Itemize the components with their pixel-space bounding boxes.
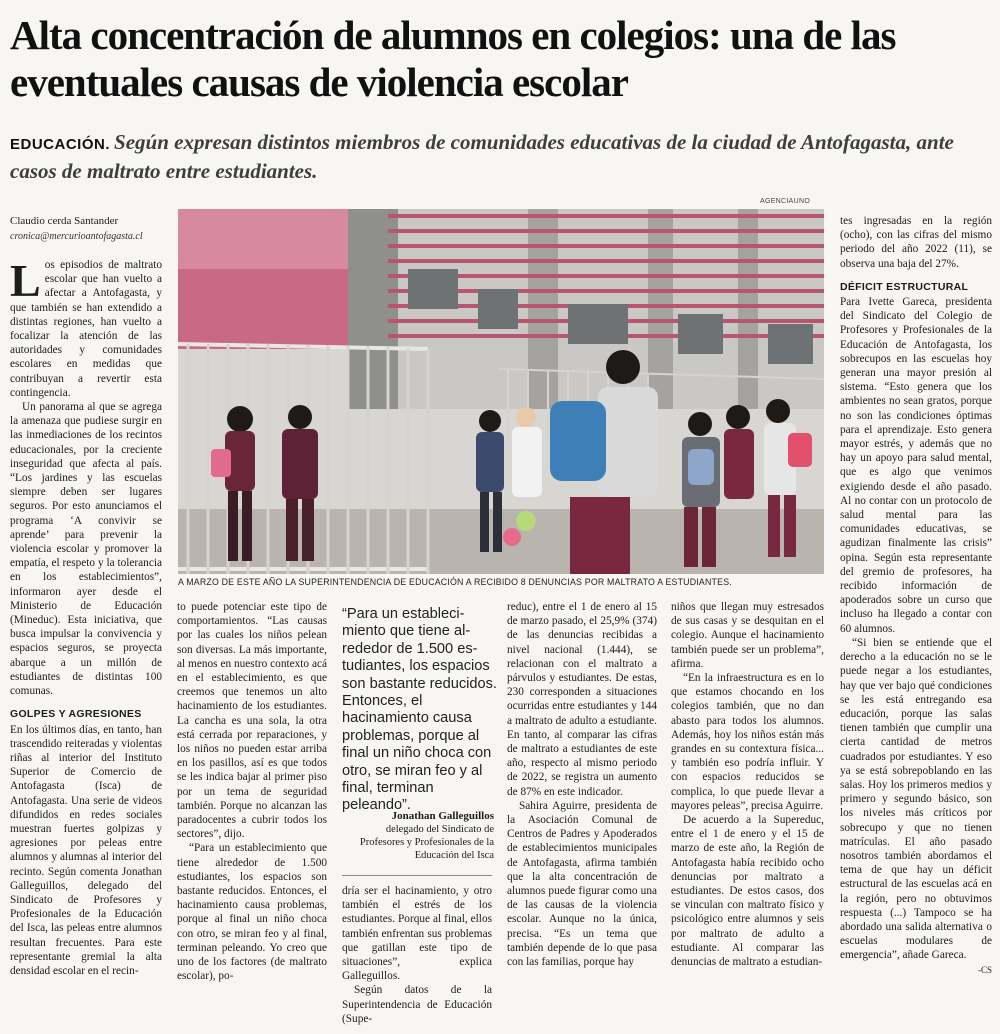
schoolyard-illustration bbox=[178, 209, 824, 574]
paragraph: Para Ivette Gareca, presidenta del Sindicato del Colegio de Profesores y Profesionales de la Educación de Antofagasta, los sobrecupos en las escuelas hoy generan una mayor presión al sistema. “Esto genera que los ambientes no sean gratos, porque no son las condiciones óptimas para el aprendizaje. Esto genera mayor estrés, y además que no hay un apoyo para salud mental, que es algo que venimos exigiendo desde el año pasado. Al no contar con un protocolo de salud mental para las comunidades educativas, se agudizan finalmente las crisis” opina. Según esta representante del gremio de profesores, ha recibido información de apoderados sobre un curso que incluso ha llegado a contar con 60 alumnos. bbox=[840, 296, 992, 635]
paragraph: En los últimos días, en tanto, han trascendido reiteradas y violentas riñas al interior del Instituto Superior de Comercio de Antofagasta (Isca) de Antofagasta. Una serie de videos difundidos en redes sociales muestran fuertes golpizas y agresiones por peleas entre alumnos y alumnas al interior del recinto. Según comenta Jonathan Galleguillos, delegado del Sindicato de Profesores y Profesionales de la Educación del Isca, las peleas entre alumnos resultan frecuentes. Para este representante gremial la alta densidad escolar en el recin- bbox=[10, 723, 162, 977]
column-4 bbox=[507, 600, 657, 1030]
paragraph: to puede potenciar este tipo de comportamientos. “Las causas por las cuales los niños pelean son diversas. La más importante, al menos en nuestro contexto acá en el establecimiento, es que creemos que tenemos un alto hacinamiento de los estudiantes. La cancha es una sola, la otra está cerrada por reparaciones, y los niños no pueden estar arriba en los pasillos, así es que todos se les indica bajar al primer piso por un tema de seguridad también. Porque no alcanzan las paradocentes a cubrir todos los sectores”, dijo. bbox=[177, 601, 327, 841]
paragraph: tes ingresadas en la región (ocho), con las cifras del mismo periodo del año 2022 (11), se observa una baja del 27%. bbox=[840, 215, 992, 270]
author-email: cronica@mercurioantofagasta.cl bbox=[10, 231, 143, 242]
drop-cap: L bbox=[10, 258, 41, 306]
subheadline bbox=[10, 129, 970, 185]
article-photo bbox=[178, 209, 824, 574]
paragraph-text: os episodios de maltrato escolar que han vuelto a afectar a Antofagasta, y que también se han extendido a distintas regiones, han vuelto a focalizar la atención de las autoridades y comunidades escolares en medidas que contribuyan a revertir esta contingencia. bbox=[10, 259, 162, 399]
subheading-deficit: DÉFICIT ESTRUCTURAL bbox=[840, 280, 969, 293]
paragraph bbox=[10, 258, 162, 400]
quote-author-name: Jonathan Galleguillos bbox=[391, 810, 494, 822]
paragraph: Según datos de la Superintendencia de Educación (Supe- bbox=[342, 984, 492, 1025]
quote-author-role: delegado del Sindicato de Profesores y Profesionales de la Educación del Isca bbox=[359, 824, 494, 861]
column-5 bbox=[671, 600, 824, 1030]
paragraph: “En la infraestructura es en lo que estamos chocando en los colegios también, que no dan abasto para todos los alumnos. Además, hoy los niños están más grandes en su contextura física... y también eso podría influir. Y con espacios reducidos se complica, lo que puede llevar a mayores peleas”, precisa Aguirre. bbox=[671, 672, 824, 812]
paragraph: “Si bien se entiende que el derecho a la educación no se le puede negar a los estudiantes, hay que ver bajo qué condiciones se les está entregando esa educación, porque las salas tienen también que cumplir una cierta cantidad de metros cuadrados por estudiantes. Y eso ya se está sobrepoblando en las salas. Hoy los primeros medios y primero y segundo básico, son los niveles más críticos por sobrecupo y que no tienen matrículas. El año pasado nosotros también abordamos el tema de que hay un déficit estructural de las escuelas acá en la región, pero no obtuvimos respuesta (...) Tampoco se ha abordado una salida alternativa o escuelas modulares de emergencia”, añade Gareca. bbox=[840, 636, 992, 962]
subheading-golpes: GOLPES Y AGRESIONES bbox=[10, 708, 142, 721]
headline: Alta concentración de alumnos en colegios: una de las eventuales causas de violencia escolar bbox=[10, 12, 896, 105]
photo-credit: AGENCIAUNO bbox=[760, 198, 811, 205]
dek-text: Según expresan distintos miembros de comunidades educativas de la ciudad de Antofagasta, ante casos de maltrato entre estudiantes. bbox=[10, 130, 954, 183]
paragraph: dría ser el hacinamiento, y otro también el estrés de los estudiantes. Porque al final, ellos también enfrentan sus problemas que gatillan este tipo de situaciones”, explica Galleguillos. bbox=[342, 885, 492, 983]
byline bbox=[10, 214, 170, 244]
paragraph: De acuerdo a la Supereduc, entre el 1 de enero y el 15 de marzo de este año, la Región de Antofagasta había recibido ocho denuncias por maltrato a estudiantes. De estos casos, dos se vinculan con maltrato físico y psicológico entre alumnos y seis por maltrato de adulto a estudiante. Al comparar las denuncias de maltrato a estudian- bbox=[671, 814, 824, 969]
end-mark: -CS bbox=[977, 964, 992, 975]
column-6 bbox=[840, 214, 992, 1030]
column-2 bbox=[177, 600, 327, 1030]
pull-quote-attribution bbox=[342, 810, 494, 862]
paragraph: reduc), entre el 1 de enero al 15 de marzo pasado, el 25,9% (374) de las denuncias recibidas a nivel nacional (1.444), se relacionan con el maltrato a párvulos y estudiantes. De estas, 230 corresponden a situaciones ocurridas entre estudiantes y 144 a maltrato de adulto a estudiante. En tanto, al comparar las cifras de maltrato a estudiantes de este año, respecto al mismo periodo de 2022, se registra un aumento de 87% en este indicador. bbox=[507, 601, 657, 798]
paragraph: Sahira Aguirre, presidenta de la Asociación Comunal de Centros de Padres y Apoderados de establecimientos municipales de Antofagasta, afirma también que la alta concentración de alumnos puede figurar como una de las causas de la violencia escolar. Aunque no la única, precisa. “Es un tema que también depende de lo que pasa con las familias, porque hay bbox=[507, 799, 657, 969]
paragraph: “Para un establecimiento que tiene alrededor de 1.500 estudiantes, los espacios son bastante reducidos. Entonces, el hacinamiento causa problemas, porque al final un niño choca con otro, se miran feo y al final, terminan peleando. Yo creo que uno de los factores (de maltrato escolar), po- bbox=[177, 842, 327, 983]
pull-quote: “Para un establecimiento que tiene alrededor de 1.500 estudiantes, los espacios son bastante reducidos. Entonces, el hacinamiento causa problemas, porque al final un niño choca con otro, se miran feo y al final, terminan peleando”. bbox=[342, 606, 497, 814]
photo-caption: A MARZO DE ESTE AÑO LA SUPERINTENDENCIA DE EDUCACIÓN A RECIBIDO 8 DENUNCIAS POR MALTRATO A ESTUDIANTES. bbox=[178, 577, 732, 587]
paragraph: niños que llegan muy estresados de sus casas y se desquitan en el colegio. Aunque el hacinamiento también puede ser un problema”, afirma. bbox=[671, 601, 824, 670]
section-label: EDUCACIÓN. bbox=[10, 136, 111, 153]
column-1 bbox=[10, 258, 162, 1030]
paragraph: Un panorama al que se agrega la amenaza que pudiese surgir en las inmediaciones de los recintos educacionales, por la creciente inseguridad que afecta al país. “Los jardines y las escuelas siempre deben ser lugares seguros. Por esto anunciamos el programa ‘A convivir se aprende’ para prevenir la violencia escolar y promover la empatía, el respeto y la tolerancia en los establecimientos”, informaron ayer desde el Ministerio de Educación (Mineduc). Esta iniciativa, que busca impulsar la convivencia y espacios seguros, se proyecta abarque a un millón de estudiantes de distintas 100 comunas. bbox=[10, 401, 162, 698]
column-3 bbox=[342, 884, 492, 1030]
author-name: Claudio cerda Santander bbox=[10, 215, 119, 227]
divider bbox=[342, 875, 492, 876]
